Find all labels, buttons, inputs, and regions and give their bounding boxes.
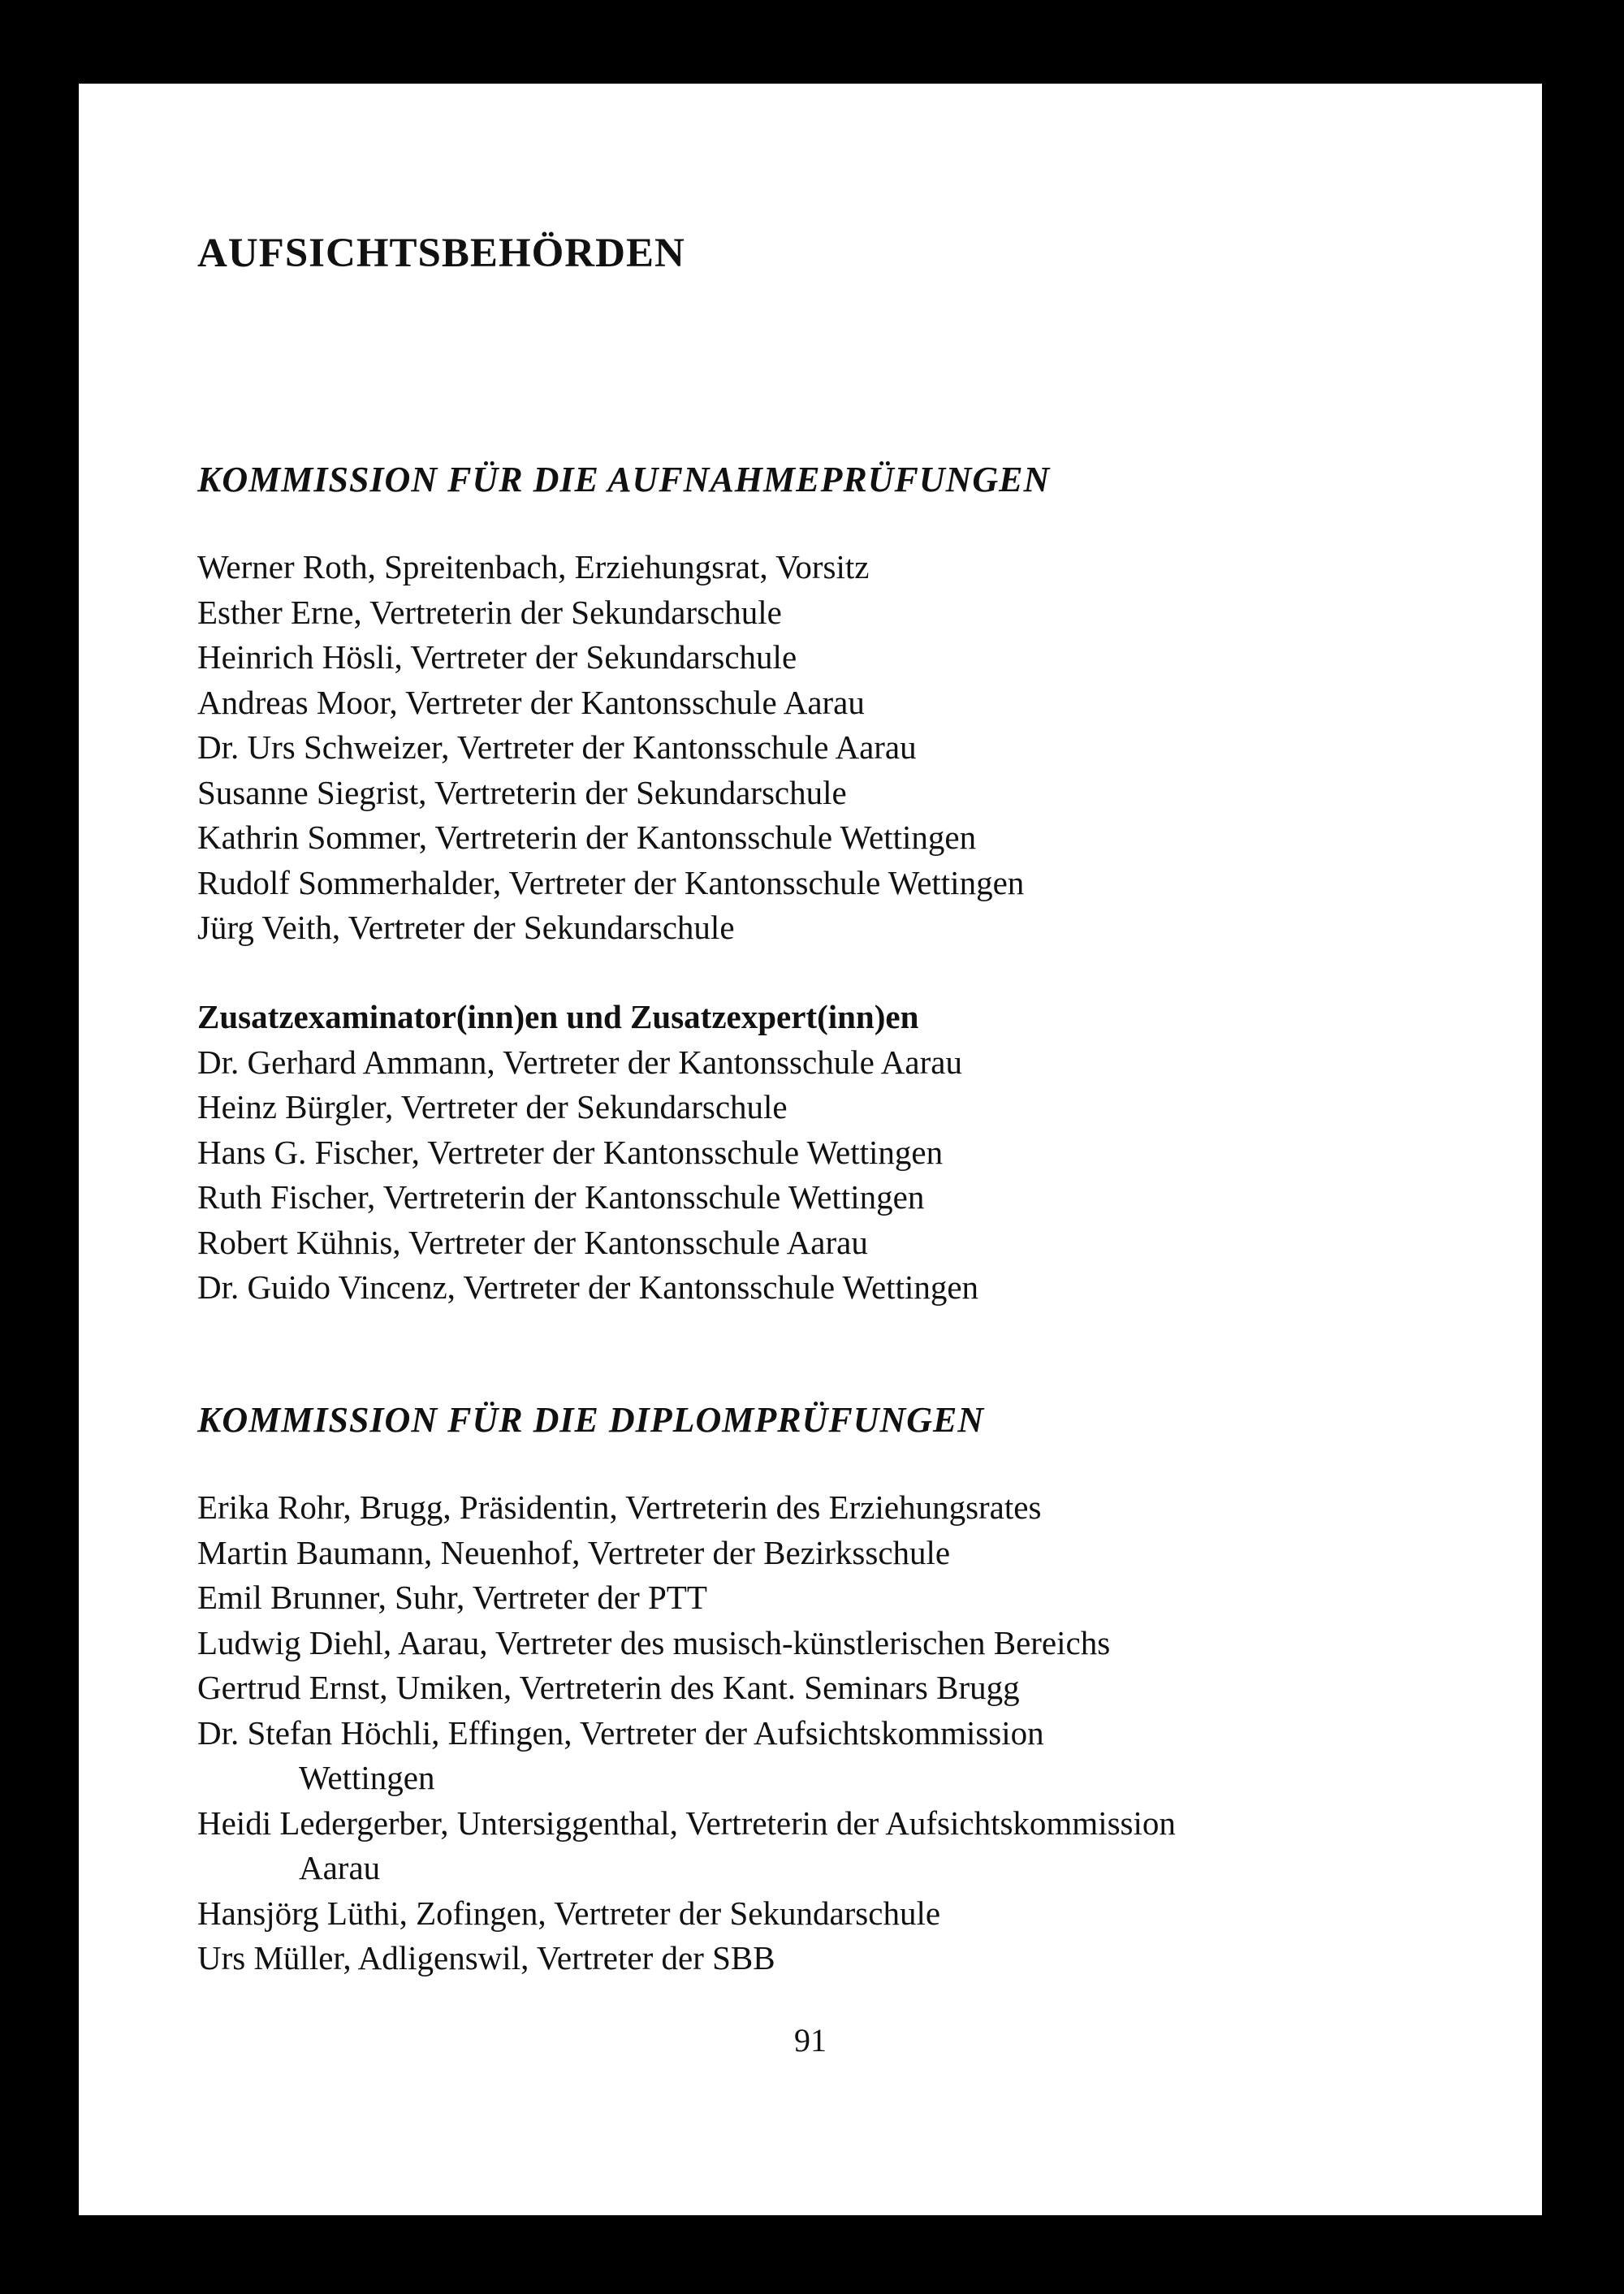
list-item-text: Heidi Ledergerber, Untersiggenthal, Vertreterin der Aufsichtskommission: [197, 1804, 1176, 1842]
member-list-diplompruefungen: [197, 1485, 1176, 1981]
list-item-continuation: Wettingen: [299, 1759, 435, 1796]
document-page: [79, 84, 1542, 2215]
subgroup-heading: Zusatzexaminator(inn)en und Zusatzexpert(inn)en: [197, 998, 919, 1035]
list-item-text: Dr. Stefan Höchli, Effingen, Vertreter der Aufsichtskommission: [197, 1713, 1044, 1752]
list-item: Urs Müller, Adligenswil, Vertreter der SBB: [197, 1939, 775, 1976]
list-item: Dr. Urs Schweizer, Vertreter der Kantonsschule Aarau: [197, 728, 917, 766]
list-item: Kathrin Sommer, Vertreterin der Kantonsschule Wettingen: [197, 819, 977, 856]
section-heading-diplompruefungen: KOMMISSION FÜR DIE DIPLOMPRÜFUNGEN: [197, 1400, 985, 1440]
list-item: Hans G. Fischer, Vertreter der Kantonsschule Wettingen: [197, 1133, 944, 1171]
list-item: Susanne Siegrist, Vertreterin der Sekundarschule: [197, 773, 847, 811]
list-item: Dr. Guido Vincenz, Vertreter der Kantonsschule Wettingen: [197, 1268, 979, 1306]
section-heading-aufnahmepruefungen: KOMMISSION FÜR DIE AUFNAHMEPRÜFUNGEN: [197, 460, 1051, 499]
list-item: Martin Baumann, Neuenhof, Vertreter der Bezirksschule: [197, 1533, 951, 1571]
list-item: Hansjörg Lüthi, Zofingen, Vertreter der Sekundarschule: [197, 1894, 941, 1932]
list-item-continuation: Aarau: [299, 1849, 381, 1886]
list-item: Dr. Gerhard Ammann, Vertreter der Kantonsschule Aarau: [197, 1043, 962, 1081]
list-item: Werner Roth, Spreitenbach, Erziehungsrat, Vorsitz: [197, 548, 870, 585]
member-list-aufnahmepruefungen: [197, 545, 1024, 951]
list-item: Andreas Moor, Vertreter der Kantonsschule Aarau: [197, 683, 865, 721]
list-item: Ludwig Diehl, Aarau, Vertreter des musisch-künstlerischen Bereichs: [197, 1623, 1111, 1661]
list-item: Erika Rohr, Brugg, Präsidentin, Vertreterin des Erziehungsrates: [197, 1488, 1042, 1526]
list-item: Esther Erne, Vertreterin der Sekundarschule: [197, 593, 782, 631]
list-item: Emil Brunner, Suhr, Vertreter der PTT: [197, 1579, 707, 1616]
list-item: Ruth Fischer, Vertreterin der Kantonsschule Wettingen: [197, 1178, 925, 1216]
list-item: Gertrud Ernst, Umiken, Vertreterin des Kant. Seminars Brugg: [197, 1669, 1020, 1706]
list-item: Heinrich Hösli, Vertreter der Sekundarschule: [197, 638, 797, 676]
list-item: Rudolf Sommerhalder, Vertreter der Kantonsschule Wettingen: [197, 863, 1025, 901]
page-number: 91: [794, 2022, 827, 2059]
page-title: AUFSICHTSBEHÖRDEN: [197, 231, 685, 276]
list-item: Heinz Bürgler, Vertreter der Sekundarschule: [197, 1088, 788, 1125]
list-item: Robert Kühnis, Vertreter der Kantonsschule Aarau: [197, 1223, 868, 1261]
list-item: Jürg Veith, Vertreter der Sekundarschule: [197, 909, 735, 946]
list-item: [197, 1801, 1176, 1891]
member-list-zusatzexaminatoren: [197, 995, 978, 1311]
list-item: [197, 1711, 1176, 1801]
